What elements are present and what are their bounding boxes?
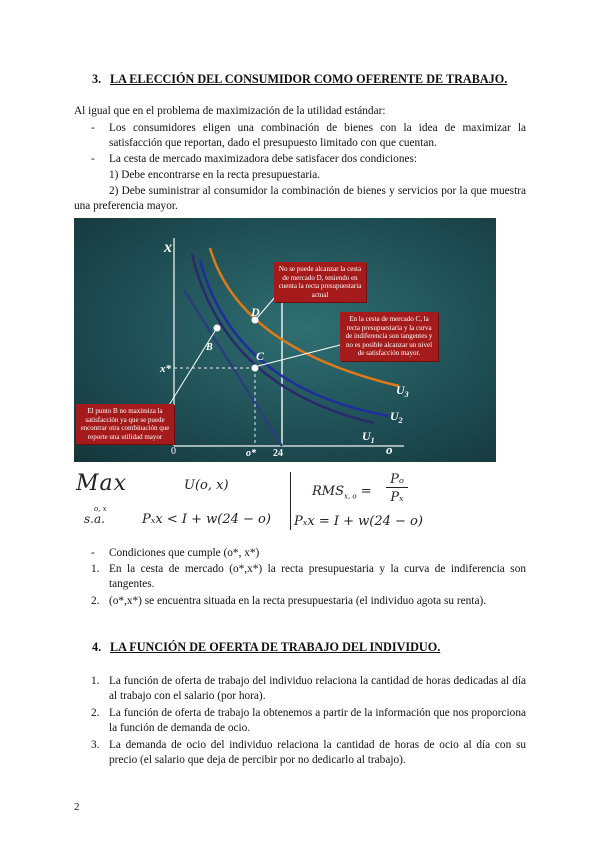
section-4-title: LA FUNCIÓN DE OFERTA DE TRABAJO DEL INDIVIDUO. [110, 640, 441, 654]
y-axis-label: x [164, 239, 172, 256]
conditions-heading: Condiciones que cumple (o*, x*) [109, 547, 260, 559]
point-b-label: B [206, 342, 213, 353]
subject-to-label: s.a. [84, 512, 105, 526]
list-item [91, 121, 526, 151]
callout-c: En la cesta de mercado C, la recta presupuestaria y la curva de indiferencia son tangentes y no es posible alcanzar un nivel de satisfacción mayor. [340, 312, 438, 361]
o-star-label: o* [246, 448, 256, 459]
item-text: (o*,x*) se encuentra situada en la recta presupuestaria (el individuo agota su renta). [109, 595, 487, 607]
page-number: 2 [74, 801, 80, 813]
objective-function: U(o, x) [184, 478, 229, 493]
brace-divider [282, 472, 291, 530]
list-item [91, 674, 526, 704]
section-3-number: 3. [92, 72, 102, 86]
item-number: 3. [91, 739, 100, 751]
item-text: La función de oferta de trabajo del individuo relaciona la cantidad de horas dedicadas al día al trabajo con el salario (por hora). [109, 675, 526, 702]
list-item [91, 562, 526, 592]
budget-equation: Pₓx = I + w(24 − o) [294, 514, 423, 529]
callout-d: No se puede alcanzar la cesta de mercado D, teniendo en cuenta la recta presupuestaria actual [274, 262, 366, 302]
u3-letter: U [396, 383, 405, 397]
u1-label [362, 429, 375, 445]
item-number: 2. [91, 707, 100, 719]
point-c-label: C [256, 349, 265, 363]
item-number: 2. [91, 595, 100, 607]
item-number: 1. [91, 675, 100, 687]
u2-subscript: 2 [398, 416, 403, 425]
list-item [91, 152, 526, 167]
point-b [214, 325, 221, 332]
list-item [91, 706, 526, 736]
list-item [91, 594, 526, 609]
u3-subscript: 3 [404, 390, 409, 399]
max-operator: Max [76, 471, 128, 496]
callout-c-pointer [258, 344, 344, 366]
item-number: 1. [91, 563, 100, 575]
section-4-number: 4. [92, 640, 102, 654]
rms-subscript: x, o [344, 492, 357, 501]
consumer-choice-figure [74, 218, 496, 462]
rms-equals: = [360, 484, 372, 499]
x-star-label: x* [160, 363, 171, 375]
origin-label: 0 [171, 446, 176, 457]
bullet-text: Los consumidores eligen una combinación de bienes con la idea de maximizar la satisfacción que reportan, dado el presupuesto limitado con que cuentan. [109, 122, 526, 149]
dash-marker: - [91, 153, 95, 165]
rms-label [312, 484, 372, 505]
bullet-text: La cesta de mercado maximizadora debe satisfacer dos condiciones: [109, 153, 418, 165]
price-ratio-denominator: Pₓ [390, 490, 404, 505]
section-4-heading [92, 640, 440, 655]
section-3-heading [92, 72, 507, 87]
callout-b: El punto B no maximiza la satisfacción ya que se puede encontrar otra combinación que reporte una utilidad mayor [76, 404, 174, 444]
max-subscript: o, x [94, 505, 107, 513]
dash-marker: - [91, 122, 95, 134]
condition-2: 2) Debe suministrar al consumidor la combinación de bienes y servicios por la que muestra una preferencia mayor. [74, 185, 526, 212]
item-text: La demanda de ocio del individuo relaciona la cantidad de horas de ocio al día con su precio (el salario que deja de percibir por no dedicarlo al trabajo). [109, 739, 526, 766]
condition-1: 1) Debe encontrarse en la recta presupuestaria. [109, 169, 321, 181]
u2-letter: U [390, 409, 399, 423]
budget-constraint: Pₓx < I + w(24 − o) [142, 512, 271, 527]
item-text: En la cesta de mercado (o*,x*) la recta presupuestaria y la curva de indiferencia son tangentes. [109, 563, 526, 590]
u2-label [390, 409, 403, 425]
section-3-title: LA ELECCIÓN DEL CONSUMIDOR COMO OFERENTE DE TRABAJO. [110, 72, 508, 86]
twenty-four-label: 24 [273, 448, 283, 459]
u1-letter: U [362, 429, 371, 443]
dash-marker: - [91, 547, 95, 559]
item-text: La función de oferta de trabajo la obtenemos a partir de la información que nos proporciona la función de demanda de ocio. [109, 707, 526, 734]
price-ratio-numerator: Pₒ [386, 472, 408, 488]
rms-text: RMS [312, 484, 345, 499]
x-axis-label: o [386, 442, 393, 457]
list-item [91, 738, 526, 768]
u3-label [396, 383, 409, 399]
list-item [91, 546, 526, 561]
point-c [252, 365, 259, 372]
section-3-intro: Al igual que en el problema de maximización de la utilidad estándar: [74, 105, 386, 117]
point-d-label: D [251, 305, 260, 319]
u1-subscript: 1 [370, 436, 375, 445]
